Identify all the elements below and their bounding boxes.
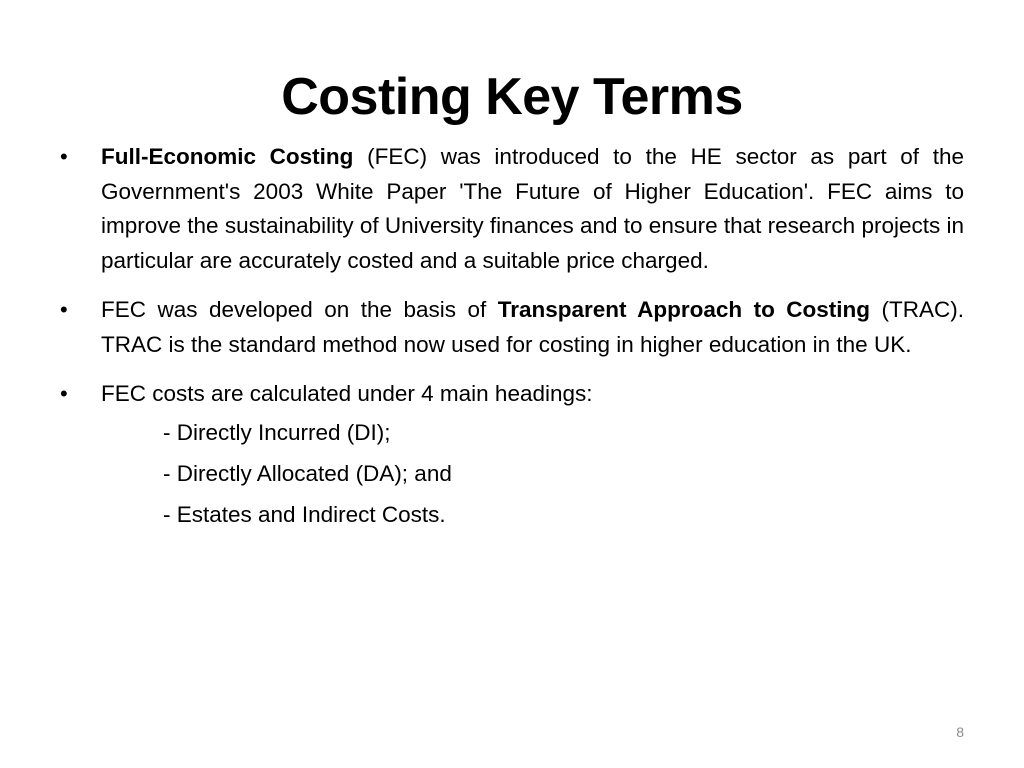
- sub-item-directly-allocated: - Directly Allocated (DA); and: [163, 460, 452, 486]
- bullet-marker: •: [60, 381, 68, 406]
- bullet-item-trac: [60, 293, 964, 362]
- bullet-item-headings: [60, 377, 964, 535]
- term-transparent-approach-to-costing: Transparent Approach to Costing: [497, 297, 871, 322]
- sub-item-estates-indirect: - Estates and Indirect Costs.: [163, 501, 446, 527]
- bullet-marker: •: [60, 144, 68, 169]
- sub-item-directly-incurred: - Directly Incurred (DI);: [163, 419, 391, 445]
- trac-text-before: FEC was developed on the basis of: [101, 297, 498, 322]
- bullet-item-fec-definition: [60, 140, 964, 278]
- bullet-list: [60, 140, 964, 550]
- headings-intro-text: FEC costs are calculated under 4 main headings:: [101, 381, 593, 406]
- slide-title: Costing Key Terms: [281, 68, 743, 126]
- fec-definition-text: (FEC) was introduced to the HE sector as part of the Government's 2003 White Paper 'The Future of Higher Education'. FEC aims to improve the sustainability of University finances and to ensure that research projects in particular are accurately costed and a suitable price charged.: [101, 144, 965, 273]
- page-number: 8: [956, 724, 964, 740]
- trac-text-after: (TRAC). TRAC is the standard method now used for costing in higher education in the UK.: [101, 297, 964, 357]
- headings-sub-list: [101, 412, 964, 535]
- term-full-economic-costing: Full-Economic Costing: [101, 144, 354, 169]
- bullet-marker: •: [60, 297, 68, 322]
